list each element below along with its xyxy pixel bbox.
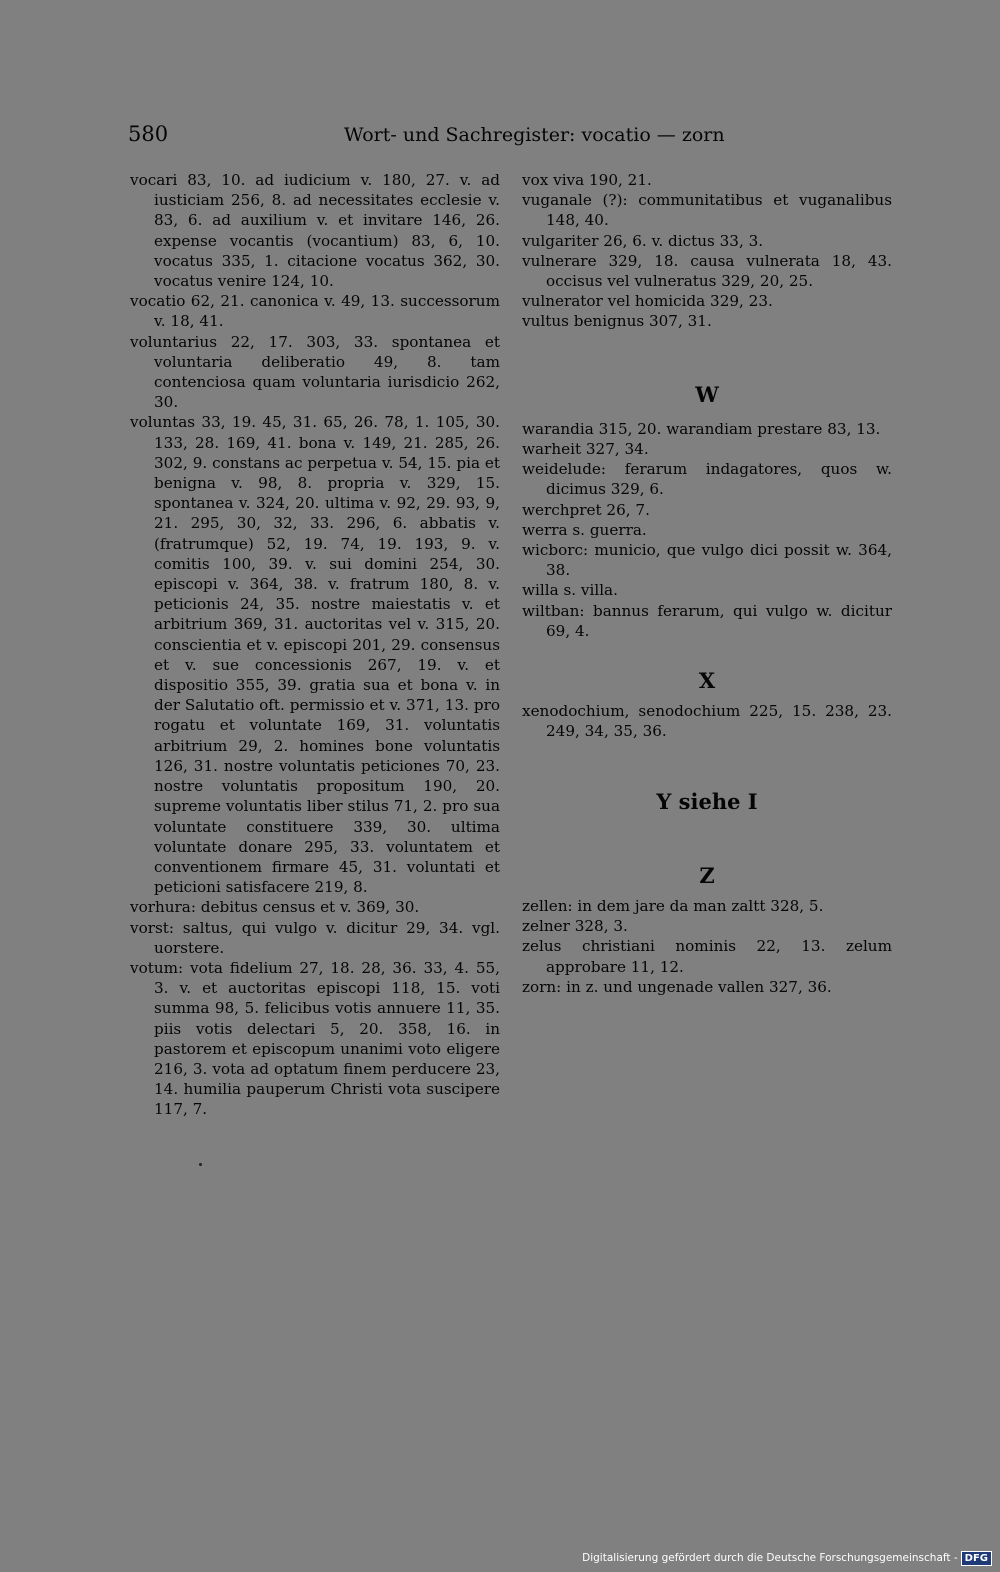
index-entry-warandia: warandia 315, 20. warandiam prestare 83, 13. — [522, 419, 881, 438]
page-number: 580 — [128, 122, 169, 146]
dfg-logo-icon: DFG — [961, 1551, 992, 1566]
index-entry-warheit: warheit 327, 34. — [522, 440, 649, 459]
index-entry-zellen: zellen: in dem jare da man zaltt 328, 5. — [522, 897, 824, 916]
index-entry-xenodochium: xenodochium, senodochium 225, 15. 238, 23. 249, 34, 35, 36. — [522, 702, 892, 741]
index-entry-vuganale: vuganale (?): communitatibus et vuganalibus 148, 40. — [522, 191, 892, 230]
index-entry-votum: votum: vota fidelium 27, 18. 28, 36. 33, 4. 55, 3. v. et auctoritas episcopi 118, 15. voti summa 98, 5. felicibus votis annuere 11, 35. piis votis delectari 5, 20. 358, 16. in pastorem et episcopum unanimi voto eligere 216, 3. vota ad optatum finem perducere 23, 14. humilia pauperum Christi vota suscipere 117, 7. — [130, 958, 500, 1119]
index-entry-zelus: zelus christiani nominis 22, 13. zelum approbare 11, 12. — [522, 937, 892, 976]
stray-mark — [199, 1163, 202, 1166]
index-entry-zelner: zelner 328, 3. — [522, 917, 628, 936]
index-entry-wicborc: wicborc: municio, que vulgo dici possit w. 364, 38. — [522, 541, 892, 580]
running-head: Wort- und Sachregister: vocatio — zorn — [344, 124, 725, 146]
footer-banner — [582, 1550, 992, 1566]
footer-text: Digitalisierung gefördert durch die Deutsche Forschungsgemeinschaft - — [582, 1552, 958, 1564]
left-column — [130, 170, 500, 1120]
index-entry-vulnerare: vulnerare 329, 18. causa vulnerata 18, 43. occisus vel vulneratus 329, 20, 25. — [522, 251, 892, 291]
index-entry-vox: vox viva 190, 21. — [522, 171, 652, 189]
index-entry-vocari: vocari 83, 10. ad iudicium v. 180, 27. v. ad iusticiam 256, 8. ad necessitates ecclesie v. 83, 6. ad auxilium v. et invitare 146, 26. expense vocantis (vocantium) 83, 6, 10. vocatus 335, 1. citacione vocatus 362, 30. vocatus venire 124, 10. — [130, 171, 500, 291]
right-column — [522, 170, 892, 997]
index-entry-vulnerator: vulnerator vel homicida 329, 23. — [522, 292, 773, 311]
index-entry-voluntarius: voluntarius 22, 17. 303, 33. spontanea et voluntaria deliberatio 49, 8. tam contenciosa quam voluntaria iurisdicio 262, 30. — [130, 332, 500, 412]
index-entry-weidelude: weidelude: ferarum indagatores, quos w. dicimus 329, 6. — [522, 460, 892, 499]
index-entry-werra: werra s. guerra. — [522, 520, 647, 539]
index-entry-vorhura: vorhura: debitus census et v. 369, 30. — [130, 898, 420, 917]
section-heading-z: Z — [699, 862, 715, 888]
index-entry-willa: willa s. villa. — [522, 581, 618, 600]
section-heading-y: Y siehe I — [656, 788, 758, 814]
index-entry-zorn: zorn: in z. und ungenade vallen 327, 36. — [522, 977, 832, 996]
index-entry-voluntas: voluntas 33, 19. 45, 31. 65, 26. 78, 1. 105, 30. 133, 28. 169, 41. bona v. 149, 21. 285, 26. 302, 9. constans ac perpetua v. 54, 15. pia et benigna v. 98, 8. propria v. 329, 15. spontanea v. 324, 20. ultima v. 92, 29. 93, 9, 21. 295, 30, 32, 33. 296, 6. abbatis v. (fratrumque) 52, 19. 74, 19. 193, 9. v. comitis 100, 39. v. sui domini 254, 30. episcopi v. 364, 38. v. fratrum 180, 8. v. peticionis 24, 35. nostre maiestatis v. et arbitrium 369, 31. auctoritas vel v. 315, 20. conscientia et v. episcopi 201, 29. consensus et v. sue concessionis 267, 19. v. et dispositio 355, 39. gratia sua et bona v. in der Salutatio oft. permissio et v. 371, 13. pro rogatu et voluntate 169, 31. voluntatis arbitrium 29, 2. homines bone voluntatis 126, 31. nostre voluntatis peticiones 70, 23. nostre voluntatis propositum 190, 20. supreme voluntatis liber stilus 71, 2. pro sua voluntate constituere 339, 30. ultima voluntate donare 295, 33. voluntatem et conventionem firmare 45, 31. voluntati et peticioni satisfacere 219, 8. — [130, 413, 500, 897]
section-heading-w: W — [695, 381, 719, 407]
index-entry-vultus: vultus benignus 307, 31. — [522, 312, 712, 331]
index-entry-vulgariter: vulgariter 26, 6. v. dictus 33, 3. — [522, 231, 764, 250]
index-entry-vocatio: vocatio 62, 21. canonica v. 49, 13. successorum v. 18, 41. — [130, 292, 500, 331]
index-entry-wiltban: wiltban: bannus ferarum, qui vulgo w. dicitur 69, 4. — [522, 601, 892, 640]
section-heading-x: X — [698, 668, 716, 694]
index-entry-vorst: vorst: saltus, qui vulgo v. dicitur 29, 34. vgl. uorstere. — [130, 918, 500, 957]
page-header — [128, 122, 725, 150]
index-entry-werchpret: werchpret 26, 7. — [522, 500, 650, 519]
